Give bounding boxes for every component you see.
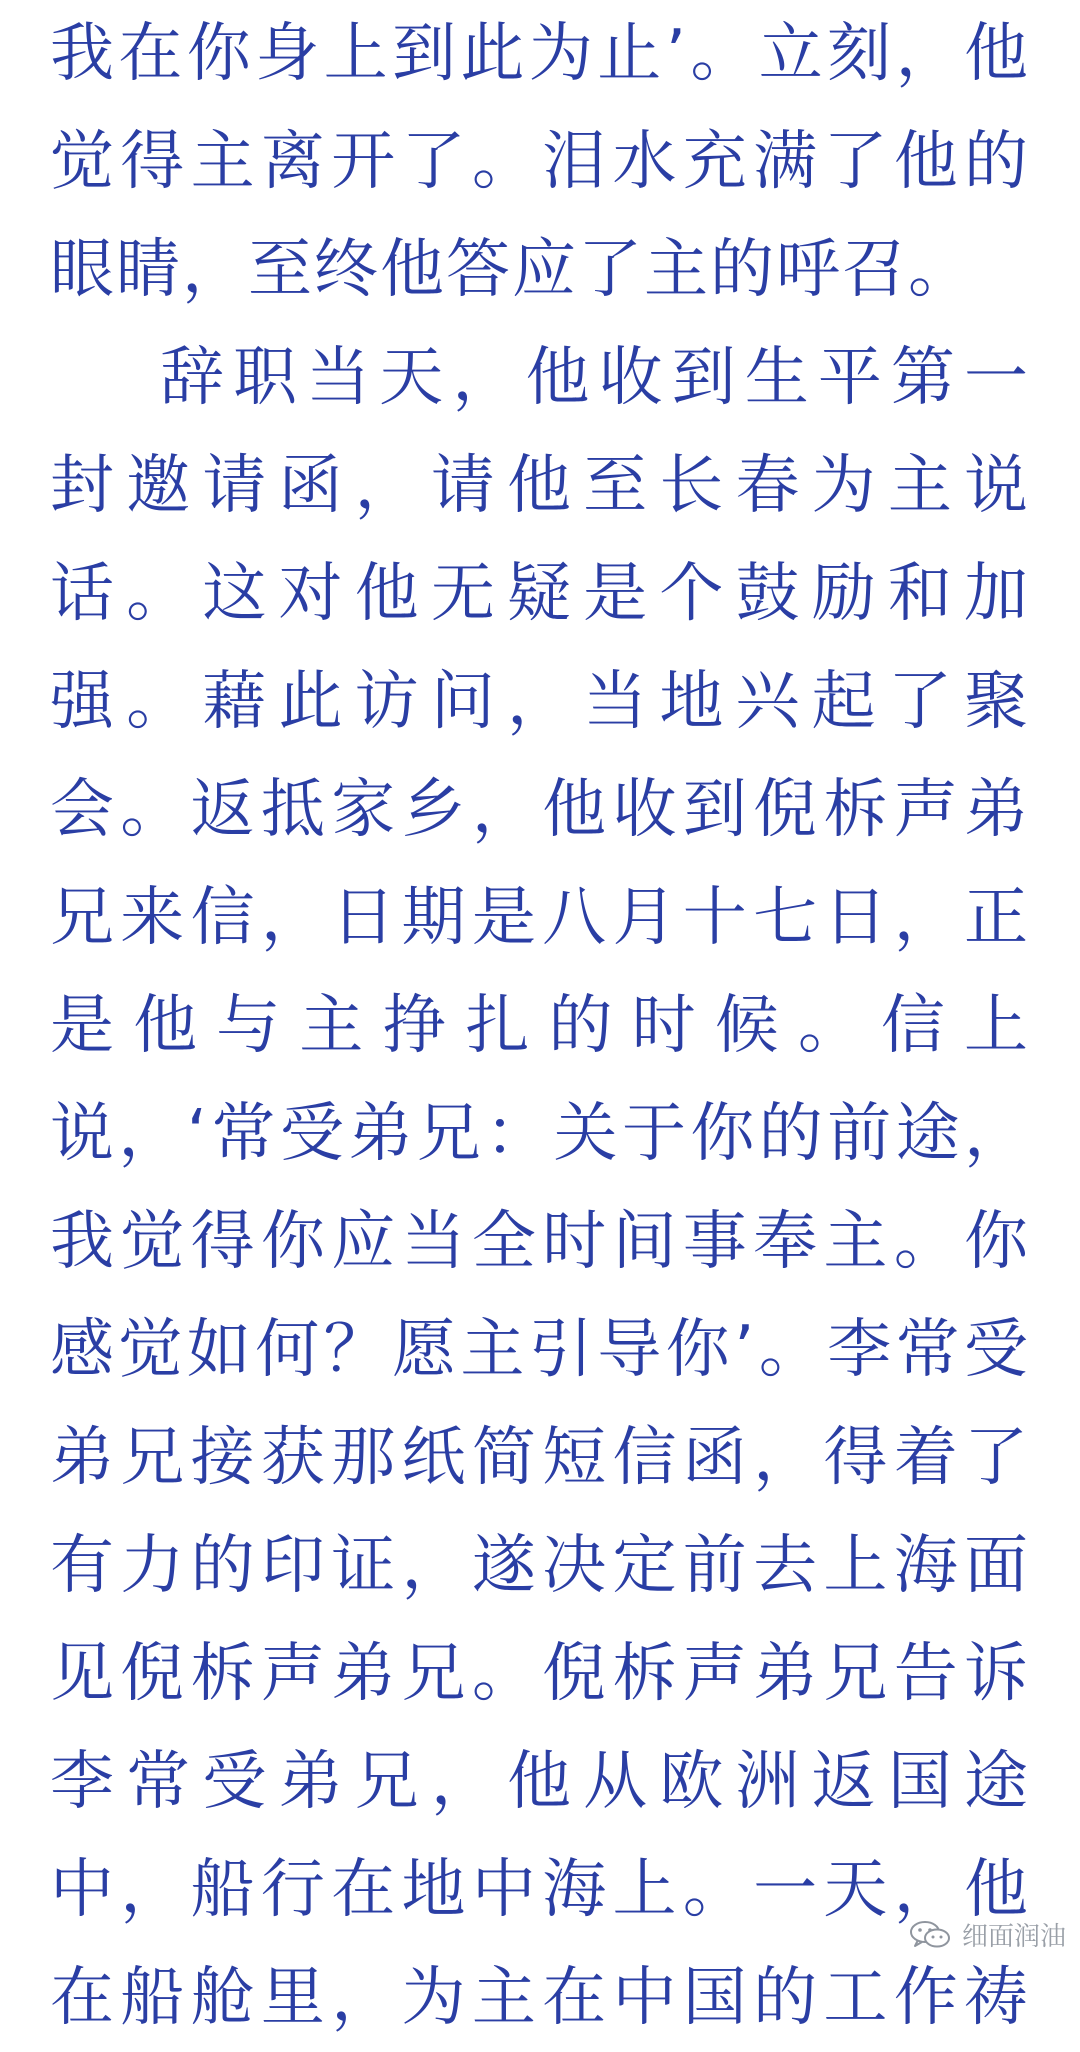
article-line-3: 眼睛，至终他答应了主的呼召。 (50, 233, 974, 307)
article-line-17: 李常受弟兄，他从欧洲返国途 (50, 1745, 1030, 1819)
article-line-9: 兄来信，日期是八月十七日，正 (50, 881, 1030, 955)
article-line-5: 封邀请函，请他至长春为主说 (50, 449, 1030, 523)
article-line-1: 我在你身上到此为止’。立刻，他 (50, 17, 1030, 91)
article-line-7: 强。藉此访问，当地兴起了聚 (50, 665, 1030, 739)
article-line-11: 说，‘常受弟兄：关于你的前途， (50, 1097, 1030, 1171)
article-line-15: 有力的印证，遂决定前去上海面 (50, 1529, 1030, 1603)
article-line-8: 会。返抵家乡，他收到倪柝声弟 (50, 773, 1030, 847)
article-line-4: 辞职当天，他收到生平第一 (160, 341, 1030, 415)
article-line-14: 弟兄接获那纸简短信函，得着了 (50, 1421, 1030, 1495)
article-body (50, 0, 1030, 2052)
wechat-icon (908, 1918, 954, 1952)
article-line-18: 中，船行在地中海上。一天，他 (50, 1853, 1030, 1927)
article-line-6: 话。这对他无疑是个鼓励和加 (50, 557, 1030, 631)
watermark (908, 1916, 1066, 1953)
article-line-10: 是他与主挣扎的时候。信上 (50, 989, 1030, 1063)
article-line-19: 在船舱里，为主在中国的工作祷 (50, 1961, 1030, 2035)
article-line-2: 觉得主离开了。泪水充满了他的 (50, 125, 1030, 199)
article-line-13: 感觉如何？愿主引导你’。李常受 (50, 1313, 1030, 1387)
article-line-12: 我觉得你应当全时间事奉主。你 (50, 1205, 1030, 1279)
article-line-16: 见倪柝声弟兄。倪柝声弟兄告诉 (50, 1637, 1030, 1711)
watermark-label: 细面润油 (961, 1922, 1066, 1952)
